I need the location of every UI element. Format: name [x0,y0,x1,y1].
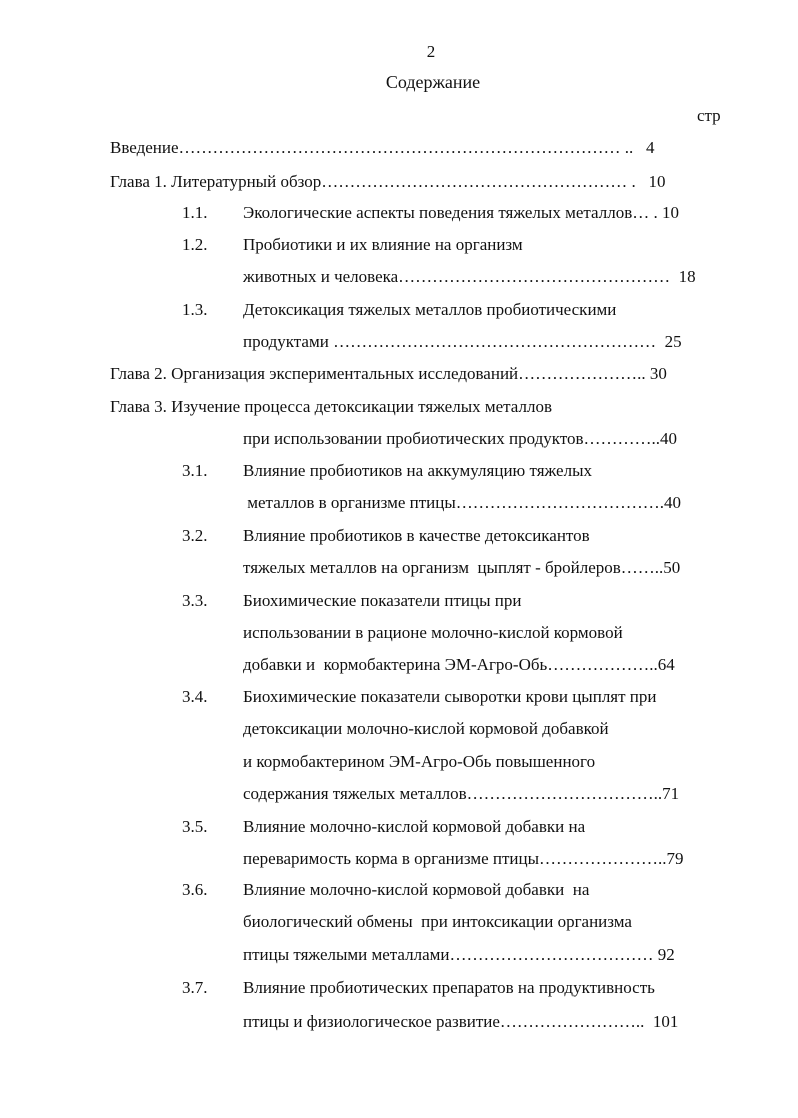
toc-entry-line: тяжелых металлов на организм цыплят - бройлеров……..50 [243,558,681,577]
toc-entry-line: детоксикации молочно-кислой кормовой добавкой [243,719,609,738]
toc-section-number: 3.3. [182,591,208,610]
toc-entry-line: Влияние пробиотических препаратов на продуктивность [243,978,655,997]
toc-entry-line: и кормобактерином ЭМ-Агро-Обь повышенного [243,752,596,771]
page-column-label: стр [697,106,721,125]
toc-section-number: 3.6. [182,880,208,899]
toc-entry-line: при использовании пробиотических продуктов…………..40 [243,429,678,448]
toc-entry-line: Детоксикация тяжелых металлов пробиотическими [243,300,617,319]
toc-entry-line: Влияние молочно-кислой кормовой добавки на [243,817,586,836]
toc-entry-line: Экологические аспекты поведения тяжелых металлов… . 10 [243,203,679,222]
toc-entry-chapter-2: Глава 2. Организация экспериментальных исследований………………….. 30 [110,364,667,383]
toc-entry-line: содержания тяжелых металлов……………………………..71 [243,784,680,803]
toc-entry-line: переваримость корма в организме птицы…………………..79 [243,849,684,868]
page-number: 2 [426,42,436,61]
toc-entry-line: Влияние пробиотиков на аккумуляцию тяжелых [243,461,592,480]
toc-section-number: 1.2. [182,235,208,254]
toc-entry-line: птицы тяжелыми металлами……………………………… 92 [243,945,675,964]
toc-section-number: 3.5. [182,817,208,836]
page-title: Содержание [385,72,481,92]
toc-entry-line: Биохимические показатели птицы при [243,591,522,610]
toc-entry-chapter-1: Глава 1. Литературный обзор……………………………………………… . 10 [110,172,666,191]
toc-entry-chapter-3: Глава 3. Изучение процесса детоксикации тяжелых металлов [110,397,552,416]
toc-entry-line: добавки и кормобактерина ЭМ-Агро-Обь………………..64 [243,655,675,674]
toc-section-number: 1.3. [182,300,208,319]
toc-entry-line: Влияние пробиотиков в качестве детоксикантов [243,526,590,545]
toc-entry-line: металлов в организме птицы……………………………….40 [243,493,682,512]
toc-entry-line: продуктами ………………………………………………… 25 [243,332,682,351]
toc-entry-line: биологический обмены при интоксикации организма [243,912,632,931]
toc-entry-line: Биохимические показатели сыворотки крови цыплят при [243,687,657,706]
toc-section-number: 3.4. [182,687,208,706]
toc-section-number: 3.7. [182,978,208,997]
toc-section-number: 1.1. [182,203,208,222]
toc-entry-line: животных и человека………………………………………… 18 [243,267,696,286]
toc-section-number: 3.2. [182,526,208,545]
toc-entry-intro: Введение…………………………………………………………………… .. 4 [110,138,655,157]
toc-section-number: 3.1. [182,461,208,480]
toc-entry-line: Влияние молочно-кислой кормовой добавки на [243,880,590,899]
toc-entry-line: Пробиотики и их влияние на организм [243,235,523,254]
toc-entry-line: птицы и физиологическое развитие…………………….. 101 [243,1012,679,1031]
toc-entry-line: использовании в рационе молочно-кислой кормовой [243,623,623,642]
